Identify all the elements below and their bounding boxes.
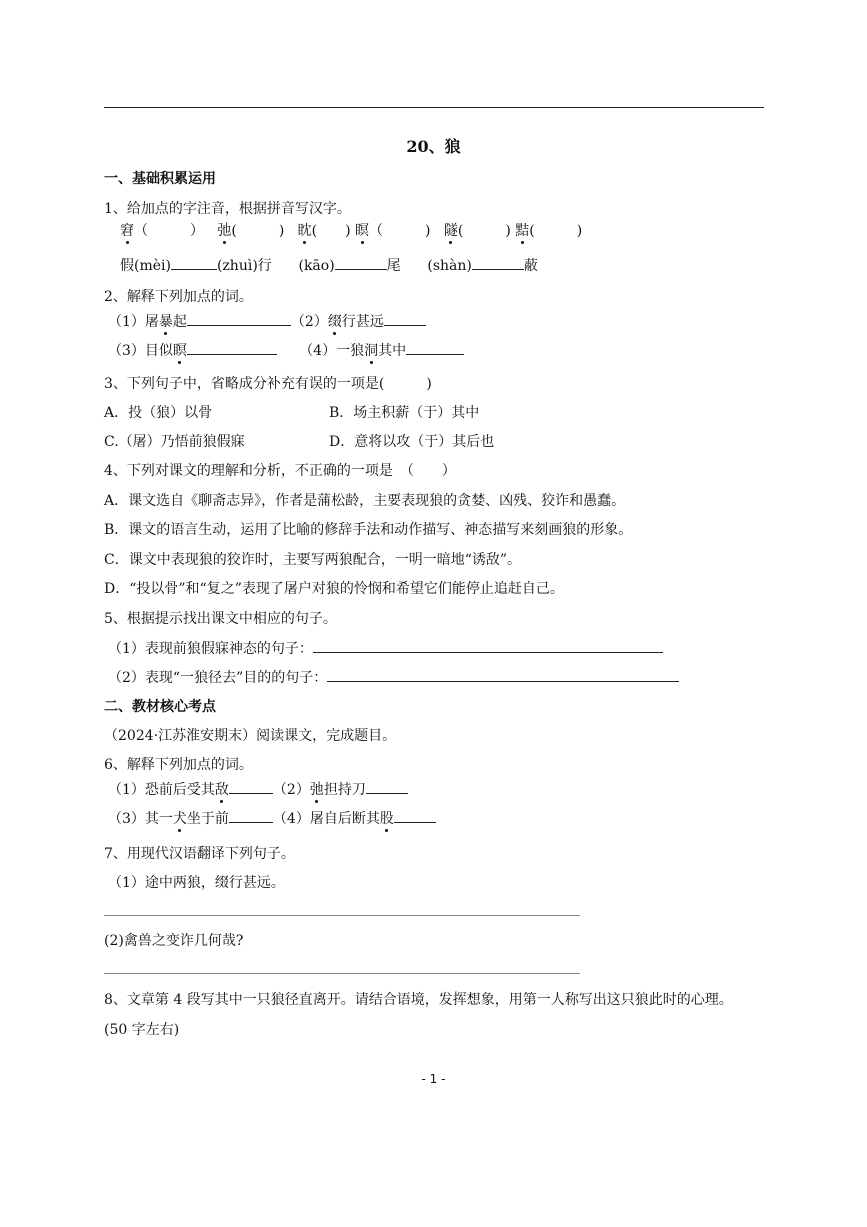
dotted-char: 弛 — [309, 782, 324, 798]
q7-sentence-1: （1）途中两狼，缀行甚远。 — [108, 875, 285, 891]
source-note: （2024·江苏淮安期末）阅读课文，完成题目。 — [104, 728, 397, 744]
q6-row-1: （1）恐前后受其敌 （2）弛担持刀 — [108, 781, 408, 799]
q5-stem: 5、根据提示找出课文中相应的句子。 — [104, 611, 337, 627]
answer-blank[interactable] — [406, 342, 464, 355]
dotted-char: 缀 — [327, 314, 342, 330]
answer-blank[interactable] — [394, 810, 436, 823]
answer-blank[interactable] — [313, 640, 663, 653]
answer-blank[interactable] — [187, 342, 277, 355]
q4-option-b: B．课文的语言生动，运用了比喻的修辞手法和动作描写、神态描写来刻画狼的形象。 — [104, 522, 633, 538]
answer-blank[interactable] — [366, 781, 408, 794]
q5-row-2: （2）表现“一狼径去”目的的句子： — [108, 669, 679, 687]
dotted-char: 犬 — [172, 811, 187, 827]
dotted-char: 窘 — [120, 223, 134, 239]
dotted-char: 股 — [379, 811, 394, 827]
q1-item: 隧( ) — [443, 223, 511, 239]
q4-option-a: A．课文选自《聊斋志异》，作者是蒲松龄，主要表现狼的贪婪、凶残、狡诈和愚蠢。 — [104, 493, 626, 509]
q4-stem: 4、下列对课文的理解和分析，不正确的一项是 （ ） — [104, 463, 456, 479]
q4-option-c: C．课文中表现狼的狡诈时，主要写两狼配合，一明一暗地“诱敌”。 — [104, 552, 522, 568]
page-number: - 1 - — [421, 1072, 446, 1086]
q7-stem: 7、用现代汉语翻译下列句子。 — [104, 846, 295, 862]
dotted-char: 隧 — [443, 223, 458, 239]
q1-item: 黠( ) — [515, 223, 583, 239]
dotted-char: 眈 — [297, 223, 312, 239]
q1-hanzi-row: 假(mèi) (zhuì)行 (kāo) 尾 (shàn) 蔽 — [120, 258, 538, 274]
answer-blank[interactable] — [229, 810, 273, 823]
document-title: 20、狼 — [406, 137, 461, 156]
answer-blank[interactable] — [229, 781, 273, 794]
q1-stem: 1、给加点的字注音，根据拼音写汉字。 — [104, 201, 351, 217]
q6-row-2: （3）其一犬坐于前 （4）屠自后断其股 — [108, 810, 436, 828]
answer-blank[interactable] — [187, 313, 291, 326]
q7-sentence-2: (2)禽兽之变诈几何哉? — [104, 933, 244, 949]
section-2-heading: 二、教材核心考点 — [104, 699, 216, 715]
q1-item: 眈( ) — [297, 223, 351, 239]
dotted-char: 敌 — [214, 782, 229, 798]
dotted-char: 瞑 — [355, 223, 370, 239]
answer-line[interactable] — [104, 915, 580, 916]
answer-blank[interactable] — [327, 669, 679, 682]
q3-option-c: C.（屠）乃悟前狼假寐 — [104, 434, 245, 450]
q3-stem: 3、下列句子中，省略成分补充有误的一项是( ) — [104, 376, 432, 392]
q2-stem: 2、解释下列加点的词。 — [104, 289, 253, 305]
section-1-heading: 一、基础积累运用 — [104, 171, 216, 187]
q8-stem-line-1: 8、文章第 4 段写其中一只狼径直离开。请结合语境，发挥想象，用第一人称写出这只狼此时的心理。 — [104, 992, 733, 1008]
answer-blank[interactable] — [335, 257, 387, 270]
q3-option-b: B．场主积薪（于）其中 — [329, 405, 480, 421]
dotted-char: 弛 — [217, 223, 232, 239]
dotted-char: 洞 — [364, 343, 379, 359]
dotted-char: 瞑 — [172, 343, 187, 359]
q1-item: 瞑（ ) — [355, 223, 431, 239]
q3-option-a: A．投（狼）以骨 — [104, 405, 213, 421]
dotted-char: 暴 — [158, 314, 173, 330]
q4-option-d: D．“投以骨”和“复之”表现了屠户对狼的怜悯和希望它们能停止追赶自己。 — [104, 581, 564, 597]
dotted-char: 黠 — [515, 223, 530, 239]
answer-blank[interactable] — [171, 257, 217, 270]
q8-stem-line-2: (50 字左右) — [104, 1022, 180, 1038]
answer-blank[interactable] — [472, 257, 524, 270]
header-rule — [104, 107, 764, 108]
q1-item: 弛( ) — [217, 223, 285, 239]
q2-row-1: （1）屠暴起 （2）缀行甚远 — [108, 313, 426, 331]
q5-row-1: （1）表现前狼假寐神态的句子： — [108, 640, 663, 658]
q6-stem: 6、解释下列加点的词。 — [104, 757, 253, 773]
q1-item: 窘（ ） — [120, 223, 204, 239]
q1-pinyin-row — [120, 222, 582, 240]
q2-row-2: （3）目似瞑 （4）一狼洞其中 — [108, 342, 464, 360]
q3-option-d: D．意将以攻（于）其后也 — [329, 434, 495, 450]
answer-blank[interactable] — [384, 313, 426, 326]
answer-line[interactable] — [104, 973, 580, 974]
